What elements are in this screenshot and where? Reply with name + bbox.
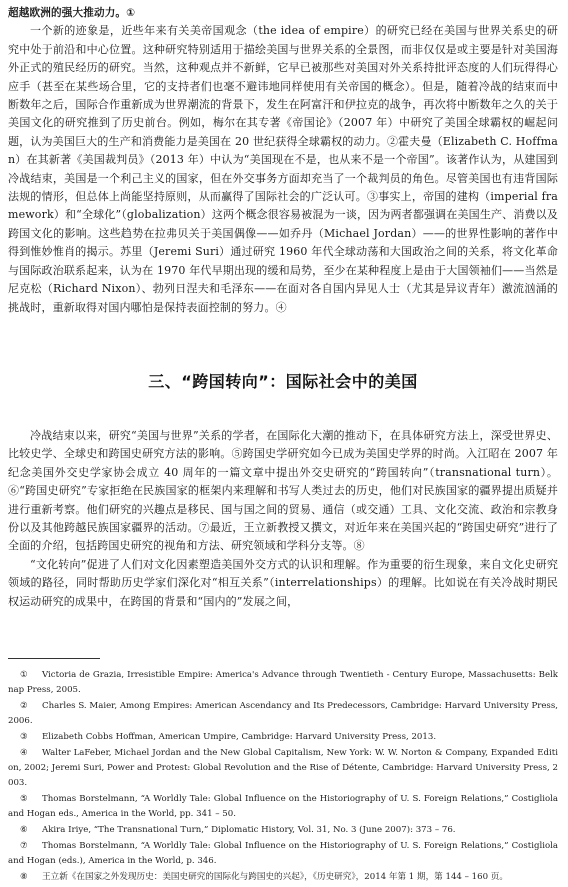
footnote: ⑦ Thomas Borstelmann, “A Worldly Tale: Global Influence on the Historiography of U. S. Foreign Relations,” Costigliola and Hogan (eds.), America in the World, p. 346.	[8, 841, 558, 866]
footnote: ④ Walter LaFeber, Michael Jordan and the New Global Capitalism, New York: W. W. Norton & Company, Expanded Edition, 2002; Jeremi Suri, Power and Protest: Global Revolution and the Rise of Détente, Cambridge: Harvard University Press, 2003.	[8, 748, 558, 788]
footnote: ① Victoria de Grazia, Irresistible Empire: America's Advance through Twentieth - Century Europe, Massachusetts: Belknap Press, 2005.	[8, 670, 558, 695]
footnotes	[8, 668, 558, 887]
footnote: ⑤ Thomas Borstelmann, “A Worldly Tale: Global Influence on the Historiography of U. S. Foreign Relations,” Costigliola and Hogan eds., America in the World, pp. 341 – 50.	[8, 793, 558, 819]
footnote: ③ Elizabeth Cobbs Hoffman, American Umpire, Cambridge: Harvard University Press, 2013.	[20, 731, 437, 742]
paragraph-empire-idea: 一个新的迹象是，近些年来有关美帝国观念（the idea of empire）的研究已经在美国与世界关系史的研究中处于前沿和中心位置。这种研究特别适用于描绘美国与世界关系的全景图，而非仅仅是或主要是针对美国海外正式的殖民经历的研究。当然，这种观点并不新鲜，它早已被那些对美国对外关系持批评态度的人们玩得得心应手（甚至在某些场合里，它的支持者们也毫不避讳地同样使用有关帝国的概念）。但是，随着冷战的结束而中断数年之后，国际合作重新成为世界潮流的背景下，发生在阿富汗和伊拉克的战争，再次将中断数年之久的关于美国文化的研究推到了历史前台。例如，梅尔在其专著《帝国论》（2007 年）中研究了美国全球霸权的崛起问题，认为美国巨大的生产和消费能力是美国在 20 世纪获得全球霸权的动力。②霍夫曼（Elizabeth C. Hoffman）在其新著《美国裁判员》（2013 年）中认为“美国现在不是，也从来不是一个帝国”。该著作认为，从建国到冷战结束，美国是一个利己主义的国家，但在外交事务方面却充当了一个裁判员的角色。尽管美国也有违背国际法规的情形，但总体上尚能坚持原则，从而赢得了国际社会的广泛认可。③事实上，帝国的建构（imperial framework）和“全球化”（globalization）这两个概念很容易被混为一谈，因为两者都强调在美国生产、消费以及跨国文化的影响。这些趋势在拉弗贝关于美国偶像——如乔丹（Michael Jordan）——的世界性影响的著作中得到惟妙惟肖的揭示。苏里（Jeremi Suri）通过研究 1960 年代全球动荡和大国政治之间的关系，将文化革命与国际政治联系起来，认为在 1970 年代早期出现的缓和局势，至少在某种程度上是由于大国领袖们——当然是尼克松（Richard Nixon）、勃列日涅夫和毛泽东——在面对各自国内异见人士（尤其是异议青年）激流汹涌的挑战时，重新取得对国内哪怕是保持表面控制的努力。④	[8, 24, 558, 314]
body-text-top	[8, 4, 558, 317]
section-heading: 三、“跨国转向”：国际社会中的美国	[148, 372, 418, 391]
footnote: ⑥ Akira Iriye, “The Transnational Turn,” Diplomatic History, Vol. 31, No. 3 (June 2007): 373 – 76.	[20, 824, 456, 835]
paragraph-cultural-turn: “文化转向”促进了人们对文化因素塑造美国外交方式的认识和理解。作为重要的衍生现象，来自文化史研究领域的路径，同时帮助历史学家们深化对“相互关系”（interrelationships）的理解。比如说在有关冷战时期民权运动研究的成果中，在跨国的背景和“国内的”发展之间，	[8, 557, 558, 608]
footnote: ⑧ 王立新《在国家之外发现历史：美国史研究的国际化与跨国史的兴起》，《历史研究》，2014 年第 1 期，第 144 – 160 页。	[20, 872, 508, 883]
footnote-divider	[8, 658, 100, 659]
footnote: ② Charles S. Maier, Among Empires: American Ascendancy and Its Predecessors, Cambridge: Harvard University Press, 2006.	[8, 700, 558, 726]
body-text-bottom	[8, 427, 558, 611]
paragraph-intro-fragment: 超越欧洲的强大推动力。①	[8, 7, 136, 19]
paragraph-transnational-turn: 冷战结束以来，研究“美国与世界”关系的学者，在国际化大潮的推动下，在具体研究方法上，深受世界史、比较史学、全球史和跨国史研究方法的影响。⑤跨国史学研究如今已成为美国史学界的时尚。入江昭在 2007 年纪念美国外交史学家协会成立 40 周年的一篇文章中提出外交史研究的“跨国转向”（transnational turn）。⑥“跨国史研究”专家拒绝在民族国家的框架内来理解和书写人类过去的历史，他们对民族国家的疆界提出质疑并进行重新考察。他们研究的兴趣点是移民、国与国之间的贸易、通信（或交通）工具、文化交流、政治和宗教身份以及其他跨越民族国家疆界的活动。⑦最近，王立新教授又撰文，对近年来在美国兴起的“跨国史研究”进行了全面的介绍，包括跨国史研究的视角和方法、研究领域和学科分支等。⑧	[8, 429, 558, 553]
